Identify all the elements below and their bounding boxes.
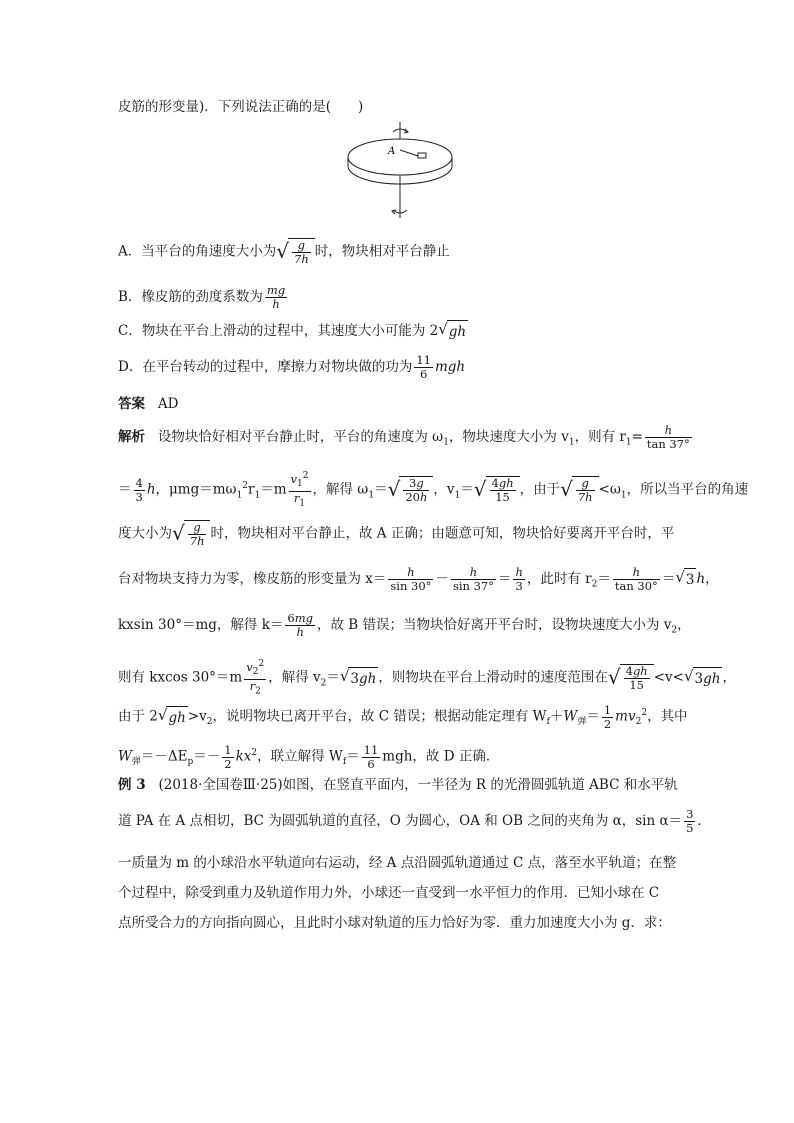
solution-line-6: 则有 kxcos 30°＝m $\frac{v_2^2}{r_2}$ ，解得 $v_2=$ √ 3 gh ，则物块在平台上滑动时的速度范围在 √ $\frac{4gh}{15}$ <v< √ 3 gh ， [118,659,736,697]
solution-line-2: ＝ $\frac{4}{3}$ h，$\mu mg=m\omega_1^2r_1=m$ $\frac{v_1^2}{r_1}$ ，解得 $\omega_1=$ √ $\frac{3g}{20h}$ ，$v_1=$ √ $\frac{4gh}{15}$ ，由于 √ $\frac{g}{7h}$ $<\omega_1$，所以当平台的角速 [118,471,749,509]
example-line-5: 点所受合力的方向指向圆心，且此时小球对轨道的压力恰好为零．重力加速度大小为 g．求： [118,915,671,931]
label-a: A [388,146,396,157]
example-line-4: 个过程中，除受到重力及轨道作用力外，小球还一直受到一水平恒力的作用．已知小球在 C [118,885,660,901]
solution-line-4: 台对物块支持力为零，橡皮筋的形变量为 x＝ $\frac{h}{\sin 30^\circ}$ － $\frac{h}{\sin 37^\circ}$ ＝ $\frac{h}{3}$ ，此时有 $r_2=$ $\frac{h}{\tan 30^\circ}$ ＝ √ 3 h， [118,565,719,593]
option-b: B．橡皮筋的劲度系数为 $\frac{mg}{h}$ [118,283,286,311]
answer-line: 答案 AD [118,396,179,412]
option-c: C．物块在平台上滑动的过程中，其速度大小可能为 2 √ gh [118,320,468,343]
question-tail: 皮筋的形变量)．下列说法正确的是( ) [118,99,364,115]
option-a: A．当平台的角速度大小为 √ $\frac{g}{7h}$ 时，物块相对平台静止 [118,238,450,266]
solution-line-1: 解析 设物块恰好相对平台静止时，平台的角速度为 $\omega_1$，物块速度大小为 $v_1$，则有 $r_1=$ $\frac{h}{\tan 37^\circ}$ [118,423,690,451]
example-line-1: 例 3 (2018·全国卷Ⅲ·25)如图，在竖直平面内，一半径为 R 的光滑圆弧轨道 ABC 和水平轨 [118,777,678,793]
example-line-2: 道 PA 在 A 点相切，BC 为圆弧轨道的直径，O 为圆心，OA 和 OB 之间的夹角为 α，sin α＝ $\frac{3}{5}$ ． [118,807,711,835]
sqrt-expr: √ $\frac{g}{7h}$ [276,238,314,266]
platform-figure [340,122,460,222]
option-d: D．在平台转动的过程中，摩擦力对物块做的功为 $\frac{11}{6}$ mgh [118,353,466,381]
solution-line-3: 度大小为 √ $\frac{g}{7h}$ 时，物块相对平台静止，故 A 正确；由题意可知，物块恰好要离开平台时，平 [118,520,675,548]
solution-line-8: $W_弹=-\Delta E_p=-$ $\frac{1}{2}$ $kx^2$，联立解得 $W_f=$ $\frac{11}{6}$ mgh，故 D 正确． [118,742,500,771]
solution-line-5: kxsin 30°＝mg，解得 k＝ $\frac{6mg}{h}$ ，故 B 错误；当物块恰好离开平台时，设物块速度大小为 $v_2$， [118,611,691,639]
example-line-3: 一质量为 m 的小球沿水平轨道向右运动，经 A 点沿圆弧轨道通过 C 点，落至水平轨道；在整 [118,855,677,871]
solution-line-7: 由于 2 √ gh $>v_2$，说明物块已离开平台，故 C 错误；根据动能定理有 $W_f+W_弹=$ $\frac{1}{2}$ $mv_2^2$，其中 [118,702,688,731]
